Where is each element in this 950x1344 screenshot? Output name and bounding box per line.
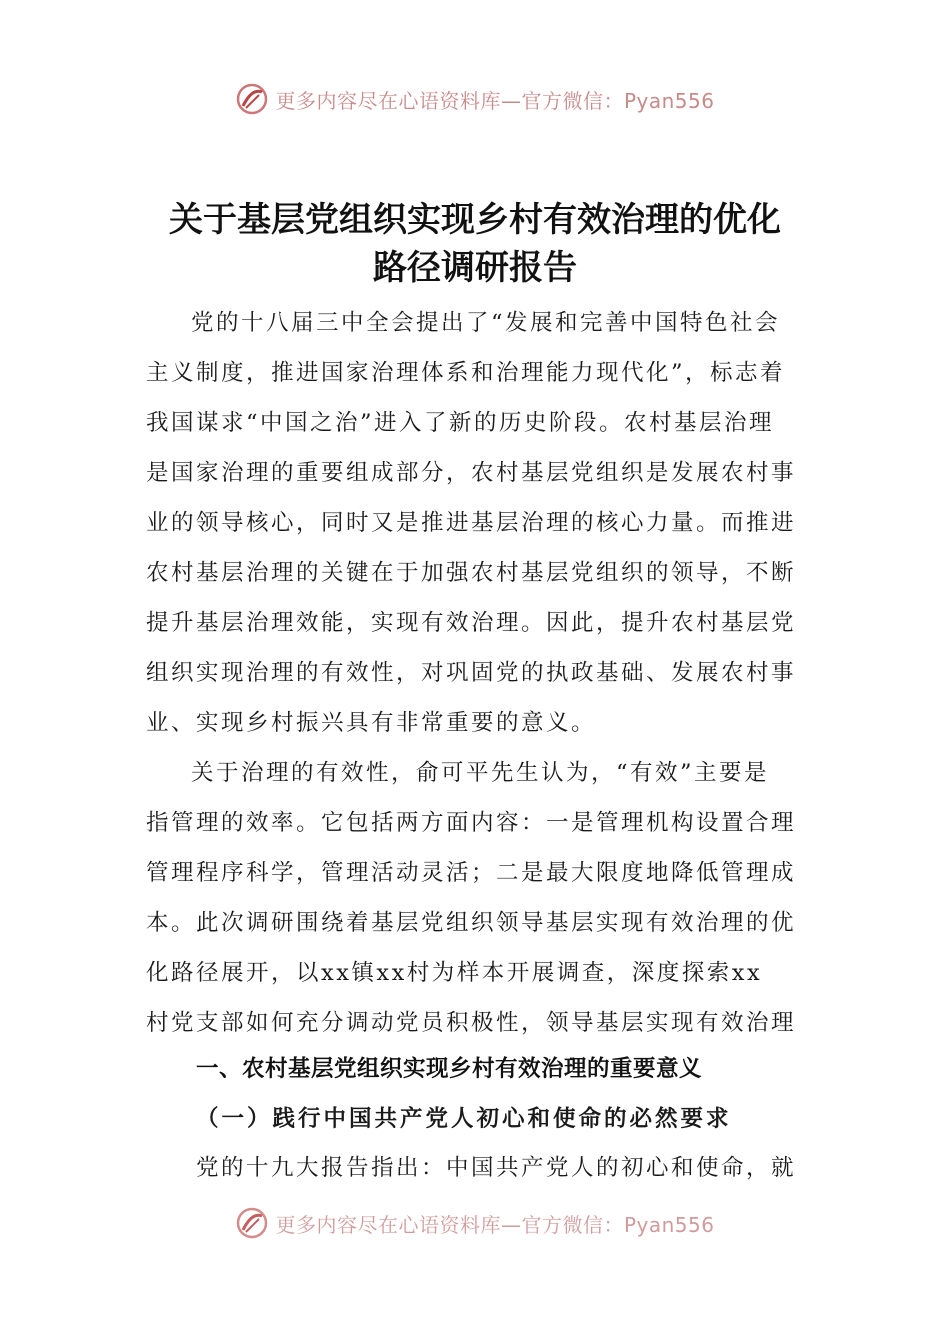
text-line: 农村基层治理的关键在于加强农村基层党组织的领导，不断 [146,560,797,586]
paragraph [146,748,806,1048]
text-line: 本。此次调研围绕着基层党组织领导基层实现有效治理的优 [146,910,797,936]
section-heading: 一、农村基层党组织实现乡村有效治理的重要意义 [196,1056,703,1082]
text-line: 指管理的效率。它包括两方面内容：一是管理机构设置合理 [146,810,797,836]
watermark-text: 更多内容尽在心语资料库—官方微信：Pyan556 [275,88,715,113]
text-line: 组织实现治理的有效性，对巩固党的执政基础、发展农村事 [146,660,797,686]
subsection-heading: （一）践行中国共产党人初心和使命的必然要求 [196,1106,732,1132]
text-line: 党的十八届三中全会提出了“发展和完善中国特色社会 [191,310,781,336]
text-line: 我国谋求“中国之治”进入了新的历史阶段。农村基层治理 [146,410,775,436]
text-line: 业的领导核心，同时又是推进基层治理的核心力量。而推进 [146,510,797,536]
text-line: 主义制度，推进国家治理体系和治理能力现代化”，标志着 [146,360,786,386]
paragraph-start: 党的十九大报告指出：中国共产党人的初心和使命，就 [196,1155,797,1181]
document-title [120,196,830,292]
title-line: 路径调研报告 [373,248,577,288]
watermark-footer [0,1206,950,1240]
watermark-text: 更多内容尽在心语资料库—官方微信：Pyan556 [275,1212,715,1237]
text-line: 业、实现乡村振兴具有非常重要的意义。 [146,710,597,736]
text-line: 化路径展开，以xx镇xx村为样本开展调查，深度探索xx [146,960,763,986]
watermark-logo-icon [235,1206,269,1240]
text-line: 村党支部如何充分调动党员积极性，领导基层实现有效治理 [146,1010,797,1036]
text-line: 管理程序科学，管理活动灵活；二是最大限度地降低管理成 [146,860,797,886]
paragraph [146,298,806,748]
watermark-header [0,82,950,116]
document-body [146,298,806,1048]
watermark-logo-icon [235,82,269,116]
text-line: 关于治理的有效性，俞可平先生认为，“有效”主要是 [191,760,770,786]
text-line: 是国家治理的重要组成部分，农村基层党组织是发展农村事 [146,460,797,486]
text-line: 提升基层治理效能，实现有效治理。因此，提升农村基层党 [146,610,797,636]
title-line: 关于基层党组织实现乡村有效治理的优化 [169,200,781,240]
